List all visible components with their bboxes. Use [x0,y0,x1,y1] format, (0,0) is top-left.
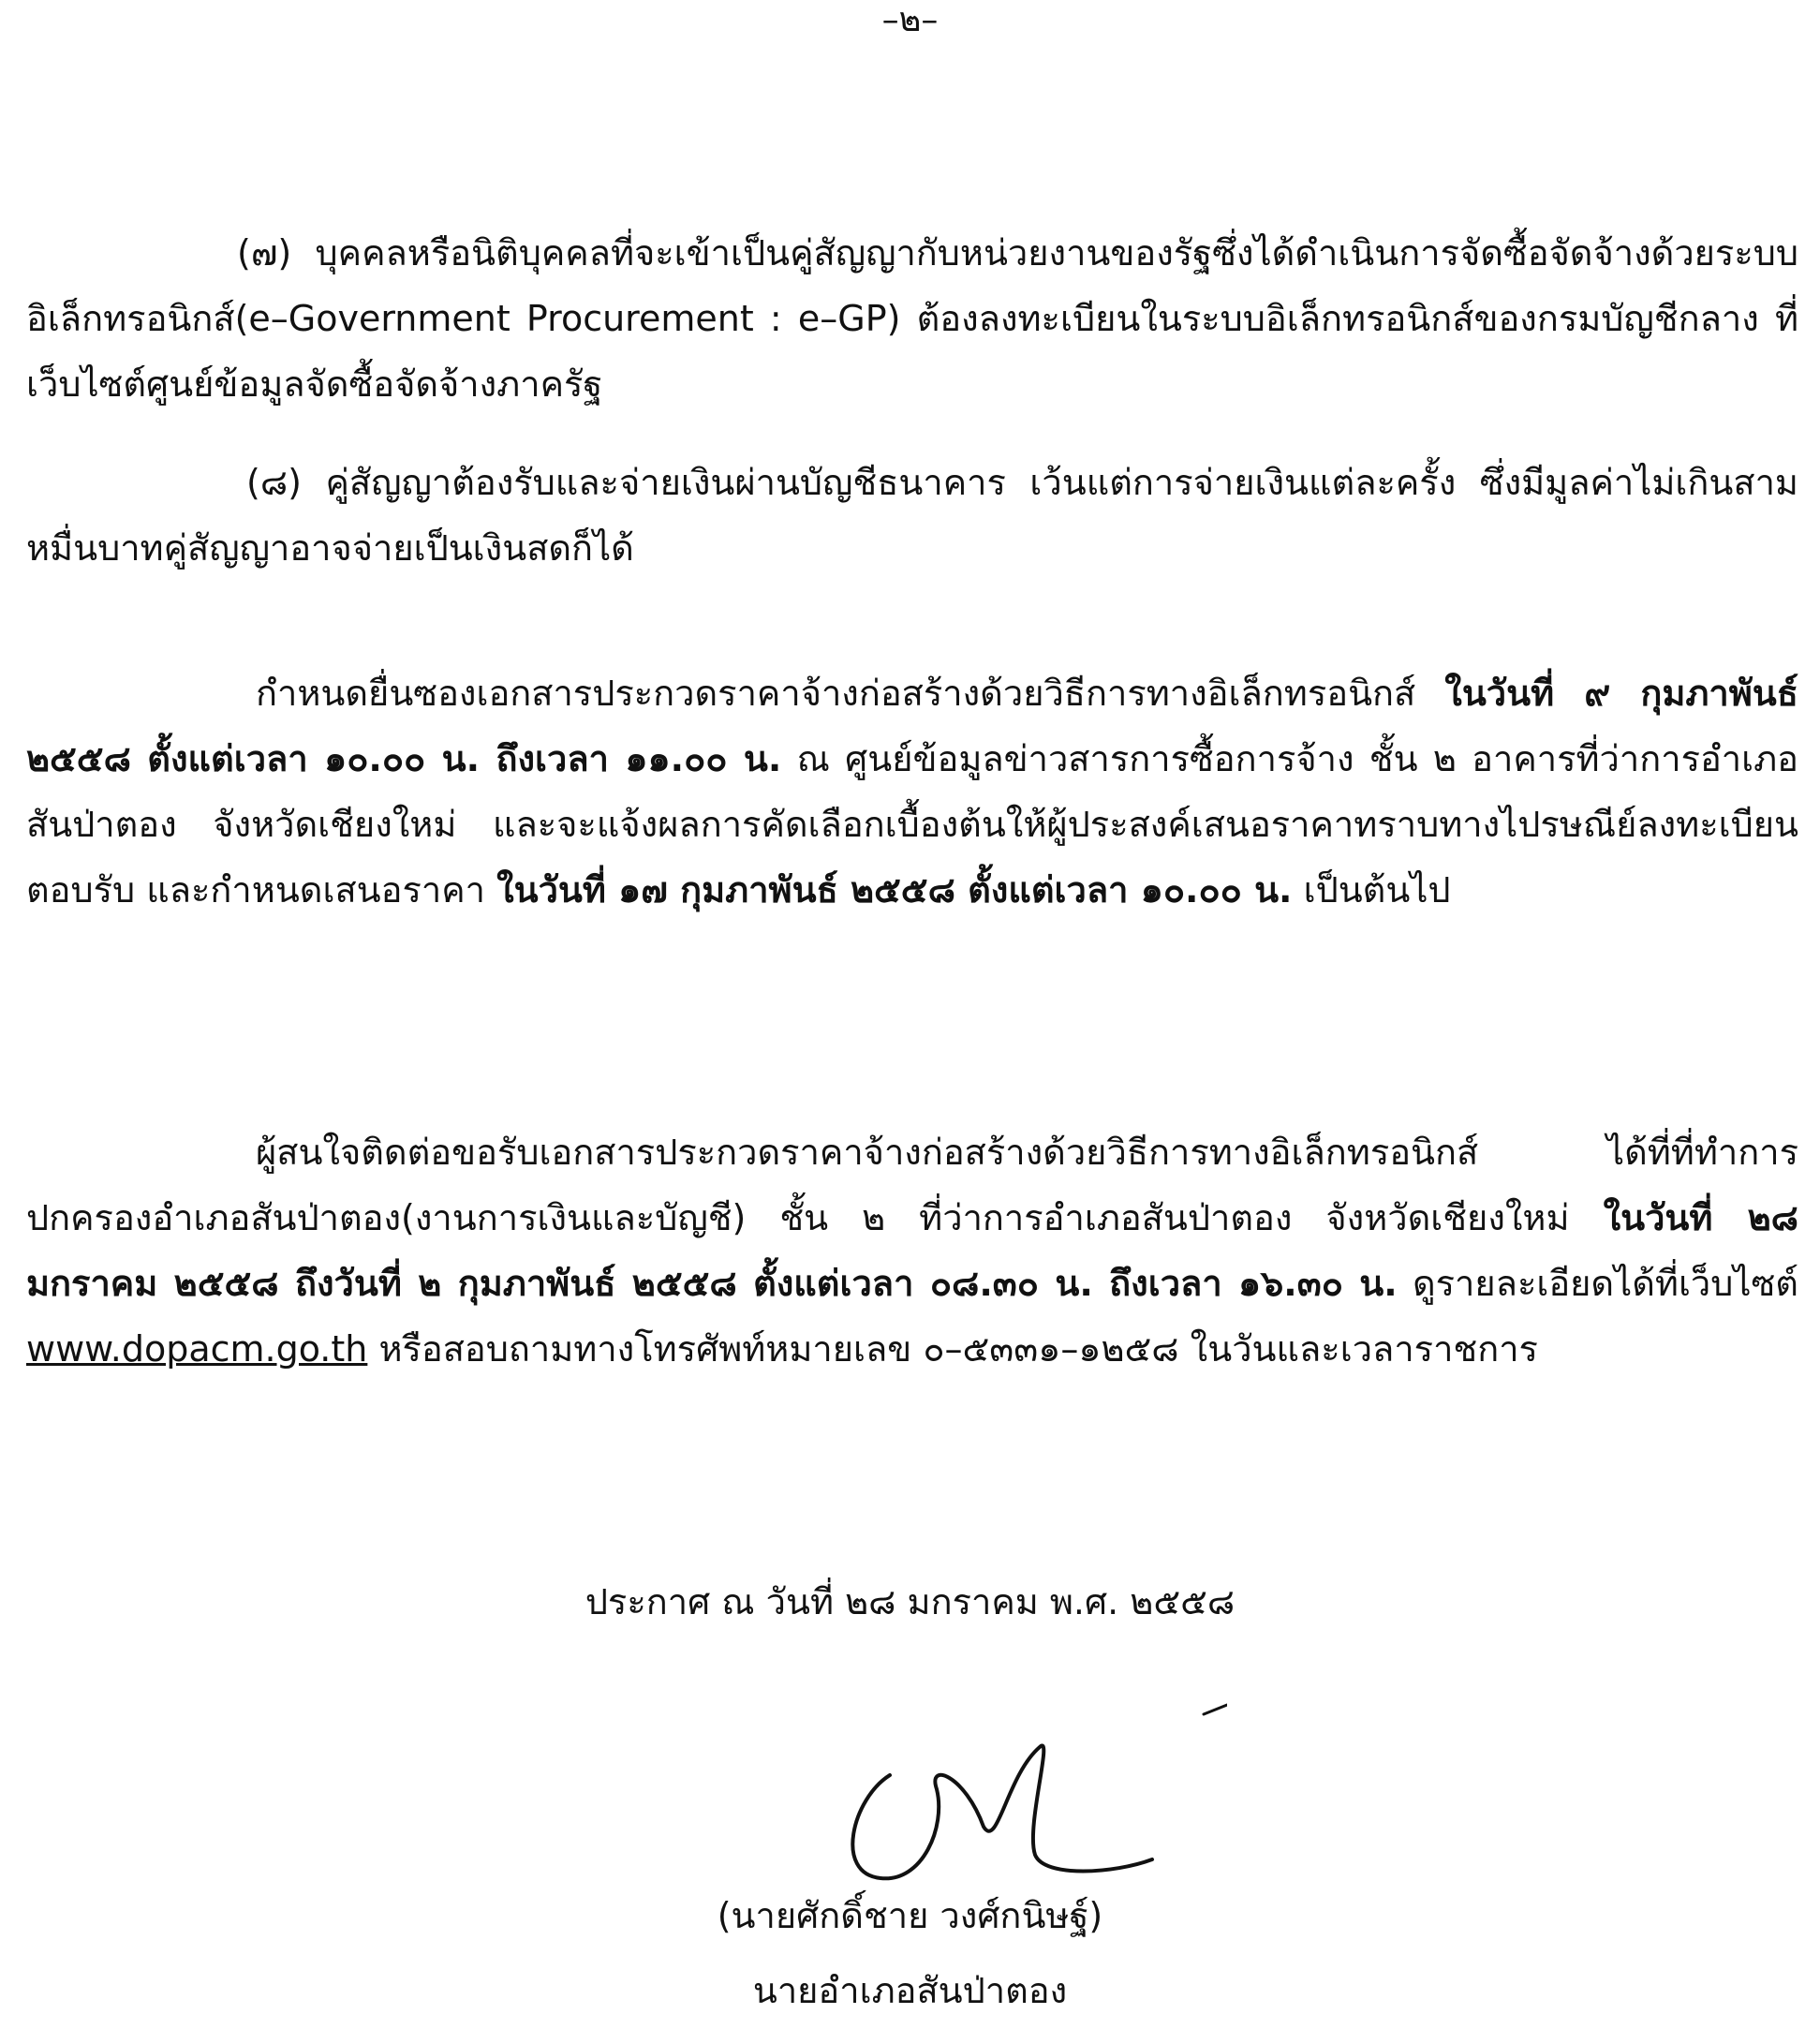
submission-text-1: กำหนดยื่นซองเอกสารประกวดราคาจ้างก่อสร้างด้วยวิธีการทางอิเล็กทรอนิกส์ [256,673,1416,714]
contact-text-1: ผู้สนใจติดต่อขอรับเอกสารประกวดราคาจ้างก่อสร้างด้วยวิธีการทางอิเล็กทรอนิกส์ ได้ที่ที่ทำการปกครองอำเภอสันป่าตอง(งานการเงินและบัญชี) ชั้น ๒ ที่ว่าการอำเภอสันป่าตอง จังหวัดเชียงใหม่ [26,1132,1798,1238]
signature-image [834,1686,1227,1892]
item-7-text: บุคคลหรือนิติบุคคลที่จะเข้าเป็นคู่สัญญากับหน่วยงานของรัฐซึ่งได้ดำเนินการจัดซื้อจัดจ้างด้วยระบบอิเล็กทรอนิกส์(e–Government Procurement : e–GP) ต้องลงทะเบียนในระบบอิเล็กทรอนิกส์ของกรมบัญชีกลาง ที่เว็บไซต์ศูนย์ข้อมูลจัดซื้อจัดจ้างภาครัฐ [26,232,1798,405]
submission-date: ในวันที่ ๙ กุมภาพันธ์ ๒๕๕๘ ตั้งแต่เวลา ๑๐.๐๐ น. ถึงเวลา ๑๑.๐๐ น. [26,673,1798,779]
submission-text-3: เป็นต้นไป [1303,869,1451,911]
item-7-marker: (๗) [237,232,292,274]
signer-position: นายอำเภอสันป่าตอง [752,1970,1068,2011]
website-link[interactable]: www.dopacm.go.th [26,1328,368,1370]
contact-period: ในวันที่ ๒๘ มกราคม ๒๕๕๘ ถึงวันที่ ๒ กุมภาพันธ์ ๒๕๕๘ ตั้งแต่เวลา ๐๘.๓๐ น. ถึงเวลา ๑๖.๓๐ น. [26,1197,1798,1304]
bid-date: ในวันที่ ๑๗ กุมภาพันธ์ ๒๕๕๘ ตั้งแต่เวลา ๑๐.๐๐ น. [496,869,1293,911]
page-number: –๒– [881,1,939,39]
item-8-marker: (๘) [246,462,302,503]
item-7 [26,220,1798,417]
announcement-date: ประกาศ ณ วันที่ ๒๘ มกราคม พ.ศ. ๒๕๕๘ [584,1581,1236,1622]
contact-text-3: หรือสอบถามทางโทรศัพท์หมายเลข ๐–๕๓๓๑–๑๒๕๘ ในวันและเวลาราชการ [378,1328,1538,1370]
signer-name: (นายศักดิ์ชาย วงศ์กนิษฐ์) [717,1895,1103,1936]
item-8-text: คู่สัญญาต้องรับและจ่ายเงินผ่านบัญชีธนาคาร เว้นแต่การจ่ายเงินแต่ละครั้ง ซึ่งมีมูลค่าไม่เกินสามหมื่นบาทคู่สัญญาอาจจ่ายเป็นเงินสดก็ได้ [26,462,1798,569]
submission-text-2: ณ ศูนย์ข้อมูลข่าวสารการซื้อการจ้าง ชั้น ๒ อาคารที่ว่าการอำเภอสันป่าตอง จังหวัดเชียงใหม่ และจะแจ้งผลการคัดเลือกเบื้องต้นให้ผู้ประสงค์เสนอราคาทราบทางไปรษณีย์ลงทะเบียนตอบรับ และกำหนดเสนอราคา [26,738,1798,911]
contact-paragraph [26,1119,1798,1382]
item-8 [26,450,1798,581]
contact-text-2: ดูรายละเอียดได้ที่เว็บไซต์ [1412,1263,1798,1304]
submission-paragraph [26,660,1798,923]
